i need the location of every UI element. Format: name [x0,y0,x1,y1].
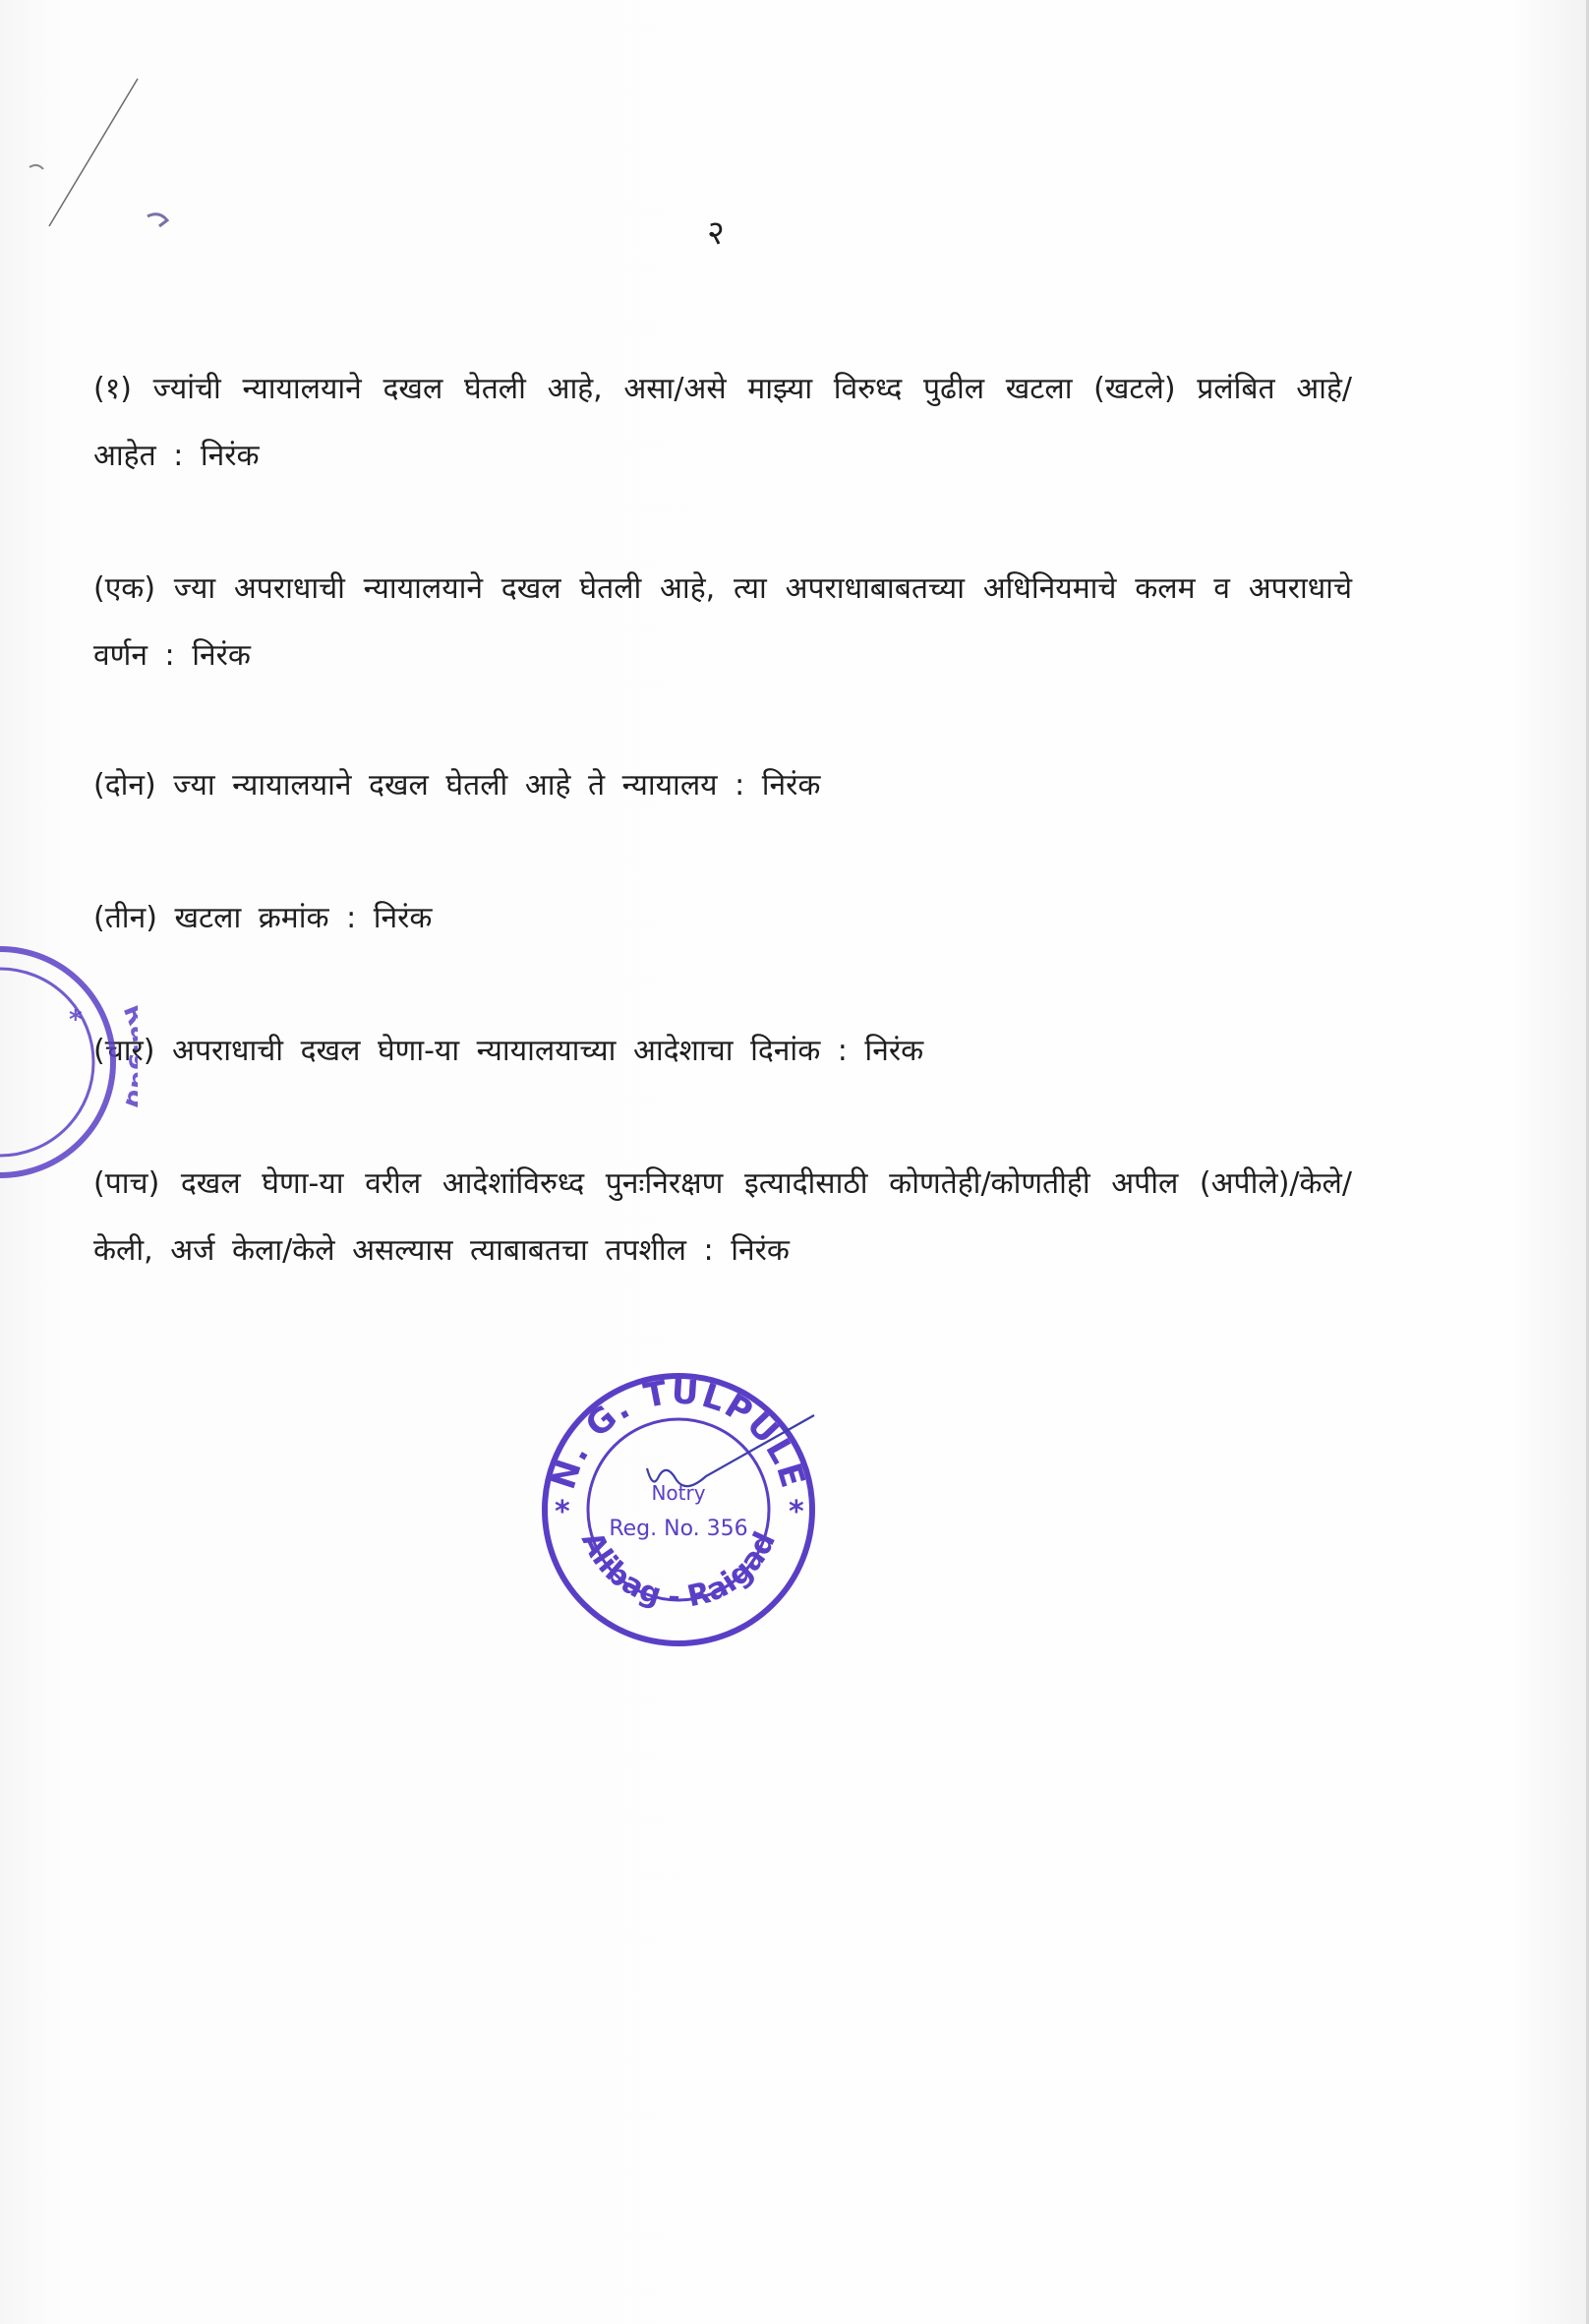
notary-stamp [531,1362,826,1657]
paragraph-appeal-details: (पाच) दखल घेणा-या वरील आदेशांविरुध्द पुनःनिरक्षण इत्यादीसाठी कोणतेही/कोणतीही अपील (अपीले)/केले/केली, अर्ज केला/केले असल्यास त्याबाबतचा तपशील : निरंक [93,1166,1352,1268]
paragraph-case-number: (तीन) खटला क्रमांक : निरंक [93,901,433,935]
page-number: २ [707,213,725,253]
stamp-place: Alibag - Raigad [573,1526,784,1615]
stamp-name: N. G. TULPULE [544,1372,813,1495]
svg-text:Raigad [117,1000,138,1112]
svg-text:N. G. TULPULE [544,1372,813,1494]
paragraph-offence-section: (एक) ज्या अपराधाची न्यायालयाने दखल घेतली आहे, त्या अपराधाबाबतच्या अधिनियमाचे कलम व अपराधाचे वर्णन : निरंक [93,571,1352,673]
partial-stamp-text [117,1000,138,1112]
paragraph-pending-cases: (१) ज्यांची न्यायालयाने दखल घेतली आहे, असा/असे माझ्या विरुध्द पुढील खटला (खटले) प्रलंबित आहे/आहेत : निरंक [93,372,1352,473]
svg-text:*: * [789,1495,804,1529]
svg-text:*: * [69,1005,83,1035]
paragraph-order-date: (चार) अपराधाची दखल घेणा-या न्यायालयाच्या आदेशाचा दिनांक : निरंक [93,1034,924,1068]
partial-stamp [0,934,138,1190]
svg-text:*: * [555,1495,570,1529]
stamp-line2: Reg. No. 356 [609,1517,748,1541]
stamp-line1: Notry [651,1481,706,1505]
paragraph-court-name: (दोन) ज्या न्यायालयाने दखल घेतली आहे ते न्यायालय : निरंक [93,768,821,803]
